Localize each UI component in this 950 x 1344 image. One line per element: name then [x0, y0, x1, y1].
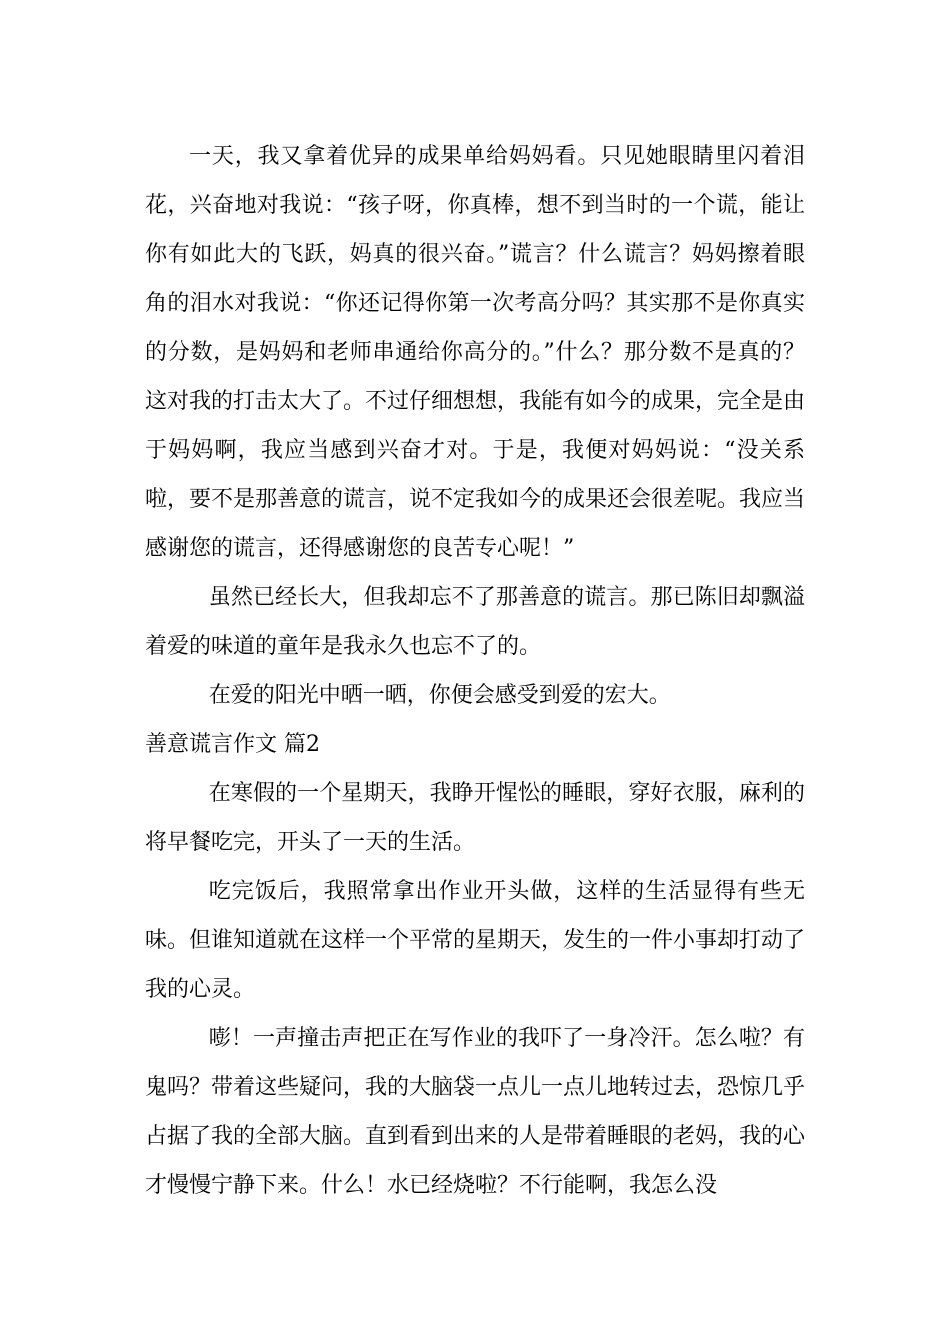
- paragraph-sunshine: 在爱的阳光中晒一晒，你便会感受到爱的宏大。: [208, 683, 671, 708]
- section-heading: 善意谎言作文 篇2: [145, 732, 320, 757]
- paragraph-bang: 嘭！一声撞击声把正在写作业的我吓了一身冷汗。怎么啦？有鬼吗？带着这些疑问，我的大脑袋一点儿一点儿地转过去，恐惊几乎占据了我的全部大脑。直到看到出来的人是带着睡眼的老妈，我的心才慢慢宁静下来。什么！水已经烧啦？不行能啊，我怎么没: [145, 1026, 806, 1198]
- paragraph-report-card: 一天，我又拿着优异的成果单给妈妈看。只见她眼睛里闪着泪花，兴奋地对我说：“孩子呀，你真棒，想不到当时的一个谎，能让你有如此大的飞跃，妈真的很兴奋。”谎言？什么谎言？妈妈擦着眼角的泪水对我说：“你还记得你第一次考高分吗？其实那不是你真实的分数，是妈妈和老师串通给你高分的。”什么？那分数不是真的？这对我的打击太大了。不过仔细想想，我能有如今的成果，完全是由于妈妈啊，我应当感到兴奋才对。于是，我便对妈妈说：“没关系啦，要不是那善意的谎言，说不定我如今的成果还会很差呢。我应当感谢您的谎言，还得感谢您的良苦专心呢！”: [145, 144, 806, 561]
- paragraph-homework: 吃完饭后，我照常拿出作业开头做，这样的生活显得有些无味。但谁知道就在这样一个平常的星期天，发生的一件小事却打动了我的心灵。: [145, 879, 806, 1002]
- paragraph-grown-up: 虽然已经长大，但我却忘不了那善意的谎言。那已陈旧却飘溢着爱的味道的童年是我永久也忘不了的。: [145, 585, 805, 659]
- paragraph-winter-sunday: 在寒假的一个星期天，我睁开惺忪的睡眼，穿好衣服，麻利的将早餐吃完，开头了一天的生活。: [145, 781, 805, 855]
- document-body: [145, 132, 805, 1210]
